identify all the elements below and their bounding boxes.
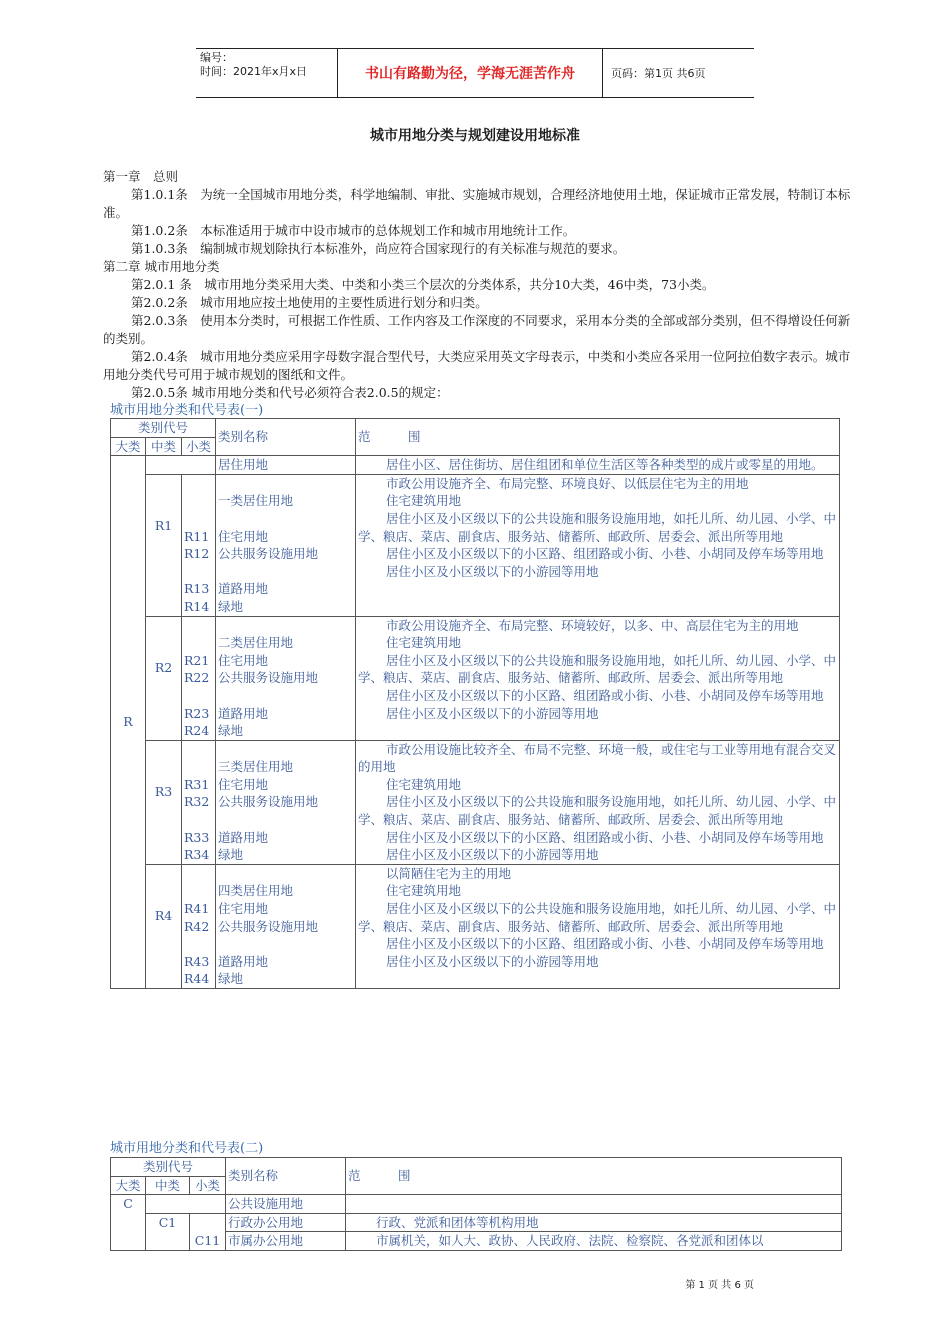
category-name: 居住用地 (216, 456, 356, 475)
range-cell: 市属机关，如人大、政协、人民政府、法院、检察院、各党派和团体以 (346, 1232, 842, 1251)
header-major: 大类 (111, 437, 146, 456)
paragraph: 第1.0.1条 为统一全国城市用地分类，科学地编制、审批、实施城市规划，合理经济地使用土地，保证城市正常发展，特制订本标准。 (103, 187, 851, 220)
medium-code: R4 (146, 864, 182, 988)
header-motto: 书山有路勤为径，学海无涯苦作舟 (338, 49, 603, 97)
number-label: 编号： (200, 51, 233, 64)
header-medium: 中类 (146, 1176, 190, 1195)
category-names: 三类居住用地 住宅用地 公共服务设施用地 道路用地 绿地 (216, 740, 356, 864)
paragraph: 第2.0.2条 城市用地应按土地使用的主要性质进行划分和归类。 (131, 295, 488, 310)
range-cell: 市政公用设施比较齐全、布局不完整、环境一般，或住宅与工业等用地有混合交叉的用地 住宅建筑用地 居住小区及小区级以下的公共设施和服务设施用地，如托儿所、幼儿园、小学、中学、粮店、菜店、副食店、服务站、储蓄所、邮政所、居委会、派出所等用地 居住小区及小区级以下的小区路、组团路或小街、小巷、小胡同及停车场等用地 居住小区及小区级以下的小游园等用地 (356, 740, 840, 864)
range-cell: 市政公用设施齐全、布局完整、环境良好、以低层住宅为主的用地 住宅建筑用地 居住小区及小区级以下的公共设施和服务设施用地，如托儿所、幼儿园、小学、中学、粮店、菜店、副食店、服务站、储蓄所、邮政所、居委会、派出所等用地 居住小区及小区级以下的小区路、组团路或小街、小巷、小胡同及停车场等用地 居住小区及小区级以下的小游园等用地 (356, 474, 840, 616)
chapter-heading: 第二章 城市用地分类 (103, 259, 220, 274)
category-names: 一类居住用地 住宅用地 公共服务设施用地 道路用地 绿地 (216, 474, 356, 616)
time-label: 时间：2021年x月x日 (200, 65, 308, 78)
header-minor: 小类 (182, 437, 216, 456)
medium-code: R2 (146, 616, 182, 740)
paragraph: 第2.0.5条 城市用地分类和代号必须符合表2.0.5的规定： (131, 385, 449, 400)
document-title: 城市用地分类与规划建设用地标准 (370, 128, 580, 144)
table-row (111, 1213, 842, 1232)
header-name: 类别名称 (216, 419, 356, 456)
category-names: 四类居住用地 住宅用地 公共服务设施用地 道路用地 绿地 (216, 864, 356, 988)
category-name: 行政办公用地 (226, 1213, 346, 1232)
major-code: C (111, 1195, 146, 1251)
medium-code: R1 (146, 474, 182, 616)
range-cell: 行政、党派和团体等机构用地 (346, 1213, 842, 1232)
category-name: 市属办公用地 (226, 1232, 346, 1251)
page-footer: 第 1 页 共 6 页 (685, 1280, 754, 1291)
category-name: 公共设施用地 (226, 1195, 346, 1214)
table1-caption: 城市用地分类和代号表(一) (110, 403, 264, 418)
header-code: 类别代号 (111, 419, 216, 438)
chapter-heading: 第一章 总则 (103, 169, 179, 184)
table2-caption: 城市用地分类和代号表(二) (110, 1141, 264, 1156)
header-major: 大类 (111, 1176, 146, 1195)
header-range: 范 围 (346, 1158, 842, 1195)
range-cell: 以简陋住宅为主的用地 住宅建筑用地 居住小区及小区级以下的公共设施和服务设施用地，如托儿所、幼儿园、小学、中学、粮店、菜店、副食店、服务站、储蓄所、邮政所、居委会、派出所等用地 居住小区及小区级以下的小区路、组团路或小街、小巷、小胡同及停车场等用地 居住小区及小区级以下的小游园等用地 (356, 864, 840, 988)
paragraph: 第2.0.4条 城市用地分类应采用字母数字混合型代号，大类应采用英文字母表示，中类和小类应各采用一位阿拉伯数字表示。城市用地分类代号可用于城市规划的图纸和文件。 (103, 349, 851, 382)
medium-code: C1 (146, 1213, 190, 1250)
category-names: 二类居住用地 住宅用地 公共服务设施用地 道路用地 绿地 (216, 616, 356, 740)
header-page-info: 页码：第1页 共6页 (611, 67, 706, 80)
document-body (103, 168, 855, 402)
header-name: 类别名称 (226, 1158, 346, 1195)
minor-codes: R41 R42 R43 R44 (182, 864, 216, 988)
range-cell (346, 1195, 842, 1214)
range-cell: 市政公用设施齐全、布局完整、环境较好，以多、中、高层住宅为主的用地 住宅建筑用地 居住小区及小区级以下的公共设施和服务设施用地，如托儿所、幼儿园、小学、中学、粮店、菜店、副食店、服务站、储蓄所、邮政所、居委会、派出所等用地 居住小区及小区级以下的小区路、组团路或小街、小巷、小胡同及停车场等用地 居住小区及小区级以下的小游园等用地 (356, 616, 840, 740)
header-range: 范 围 (356, 419, 840, 456)
header-meta (196, 49, 338, 97)
table-row (111, 1195, 842, 1214)
document-header (196, 48, 754, 98)
range-cell: 居住小区、居住街坊、居住组团和单位生活区等各种类型的成片或零星的用地。 (356, 456, 840, 475)
minor-code: C11 (190, 1213, 226, 1250)
major-code: R (111, 456, 146, 989)
paragraph: 第1.0.2条 本标准适用于城市中设市城市的总体规划工作和城市用地统计工作。 (131, 223, 576, 238)
minor-codes: R21 R22 R23 R24 (182, 616, 216, 740)
land-use-table-1 (110, 418, 840, 989)
minor-codes: R31 R32 R33 R34 (182, 740, 216, 864)
paragraph: 第2.0.1 条 城市用地分类采用大类、中类和小类三个层次的分类体系，共分10大类，46中类，73小类。 (131, 277, 715, 292)
medium-code: R3 (146, 740, 182, 864)
header-minor: 小类 (190, 1176, 226, 1195)
header-medium: 中类 (146, 437, 182, 456)
land-use-table-2 (110, 1157, 842, 1251)
minor-codes: R11 R12 R13 R14 (182, 474, 216, 616)
paragraph: 第1.0.3条 编制城市规划除执行本标准外，尚应符合国家现行的有关标准与规范的要求。 (131, 241, 626, 256)
paragraph: 第2.0.3条 使用本分类时，可根据工作性质、工作内容及工作深度的不同要求，采用本分类的全部或部分类别，但不得增设任何新的类别。 (103, 313, 851, 346)
header-code: 类别代号 (111, 1158, 226, 1177)
